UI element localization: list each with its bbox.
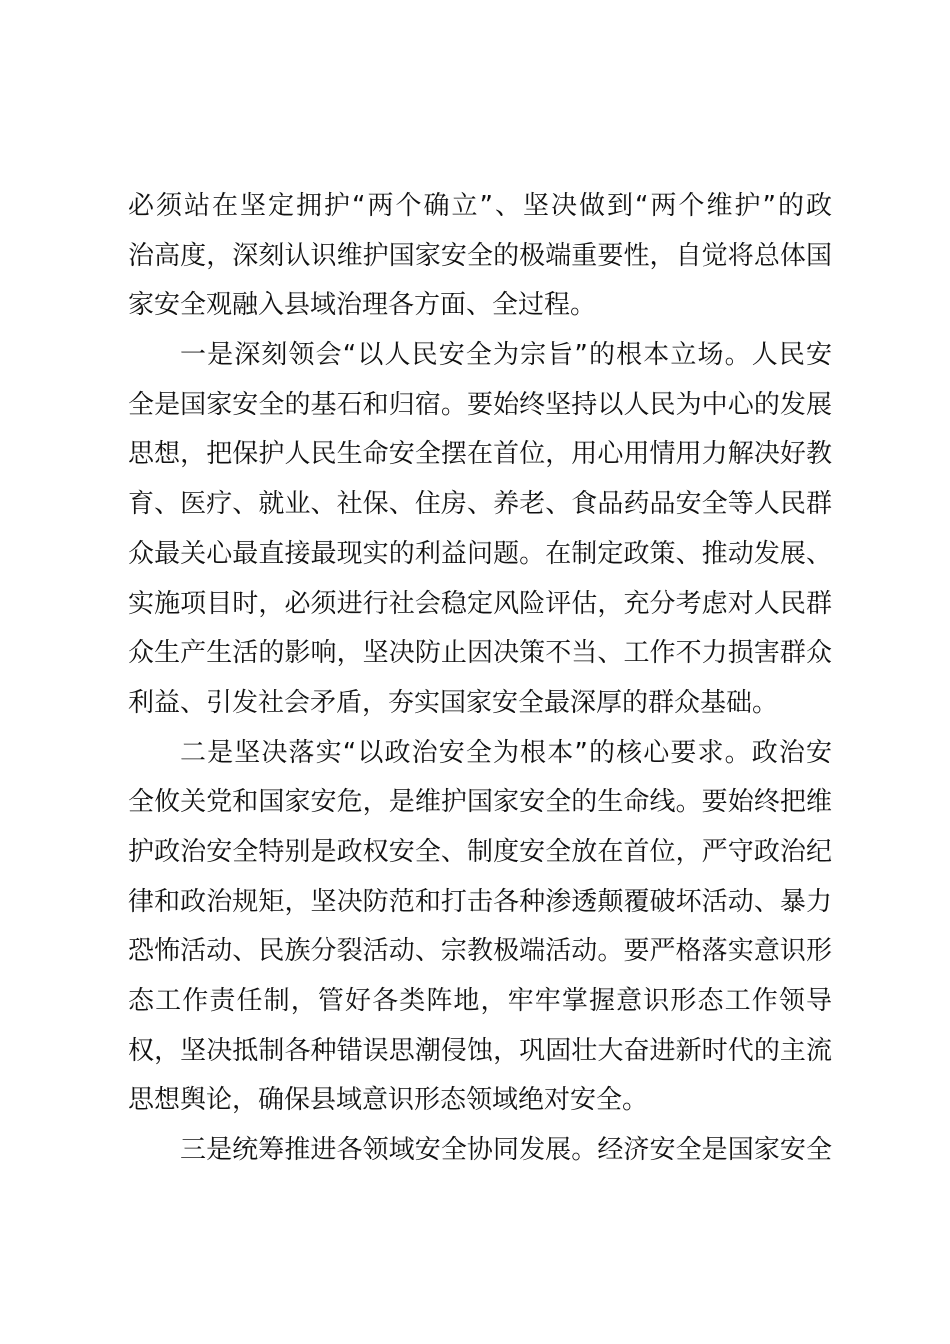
text-line: 三是统筹推进各领域安全协同发展。经济安全是国家安全 [180,1135,832,1166]
text-line: 二是坚决落实“以政治安全为根本”的核心要求。政治安 [180,737,832,768]
paragraph-people-security [128,331,832,729]
text-line: 必须站在坚定拥护“两个确立”、坚决做到“两个维护”的政 [128,191,832,221]
text-line: 治高度，深刻认识维护国家安全的极端重要性，自觉将总体国 [128,240,832,271]
text-line: 思想，把保护人民生命安全摆在首位，用心用情用力解决好教 [128,439,832,470]
text-line: 全是国家安全的基石和归宿。要始终坚持以人民为中心的发展 [128,389,832,420]
text-line: 全攸关党和国家安危，是维护国家安全的生命线。要始终把维 [128,787,832,818]
text-line: 护政治安全特别是政权安全、制度安全放在首位，严守政治纪 [128,836,832,867]
text-line: 态工作责任制，管好各类阵地，牢牢掌握意识形态工作领导 [128,986,832,1016]
text-line: 思想舆论，确保县域意识形态领域绝对安全。 [128,1085,649,1116]
text-line: 恐怖活动、民族分裂活动、宗教极端活动。要严格落实意识形 [128,936,832,967]
text-line: 实施项目时，必须进行社会稳定风险评估，充分考虑对人民群 [128,588,832,619]
paragraph-coordinated-security [128,1126,832,1176]
text-line: 众最关心最直接最现实的利益问题。在制定政策、推动发展、 [128,538,832,569]
paragraph-political-security [128,729,832,1127]
text-line: 利益、引发社会矛盾，夯实国家安全最深厚的群众基础。 [128,687,779,718]
text-line: 一是深刻领会“以人民安全为宗旨”的根本立场。人民安 [180,340,832,371]
paragraph-continuation [128,182,832,331]
text-line: 家安全观融入县域治理各方面、全过程。 [128,290,597,321]
text-line: 权，坚决抵制各种错误思潮侵蚀，巩固壮大奋进新时代的主流 [128,1035,832,1066]
text-line: 育、医疗、就业、社保、住房、养老、食品药品安全等人民群 [128,489,832,520]
text-line: 律和政治规矩，坚决防范和打击各种渗透颠覆破坏活动、暴力 [128,886,832,917]
text-line: 众生产生活的影响，坚决防止因决策不当、工作不力损害群众 [128,638,832,669]
document-page [128,182,832,1176]
